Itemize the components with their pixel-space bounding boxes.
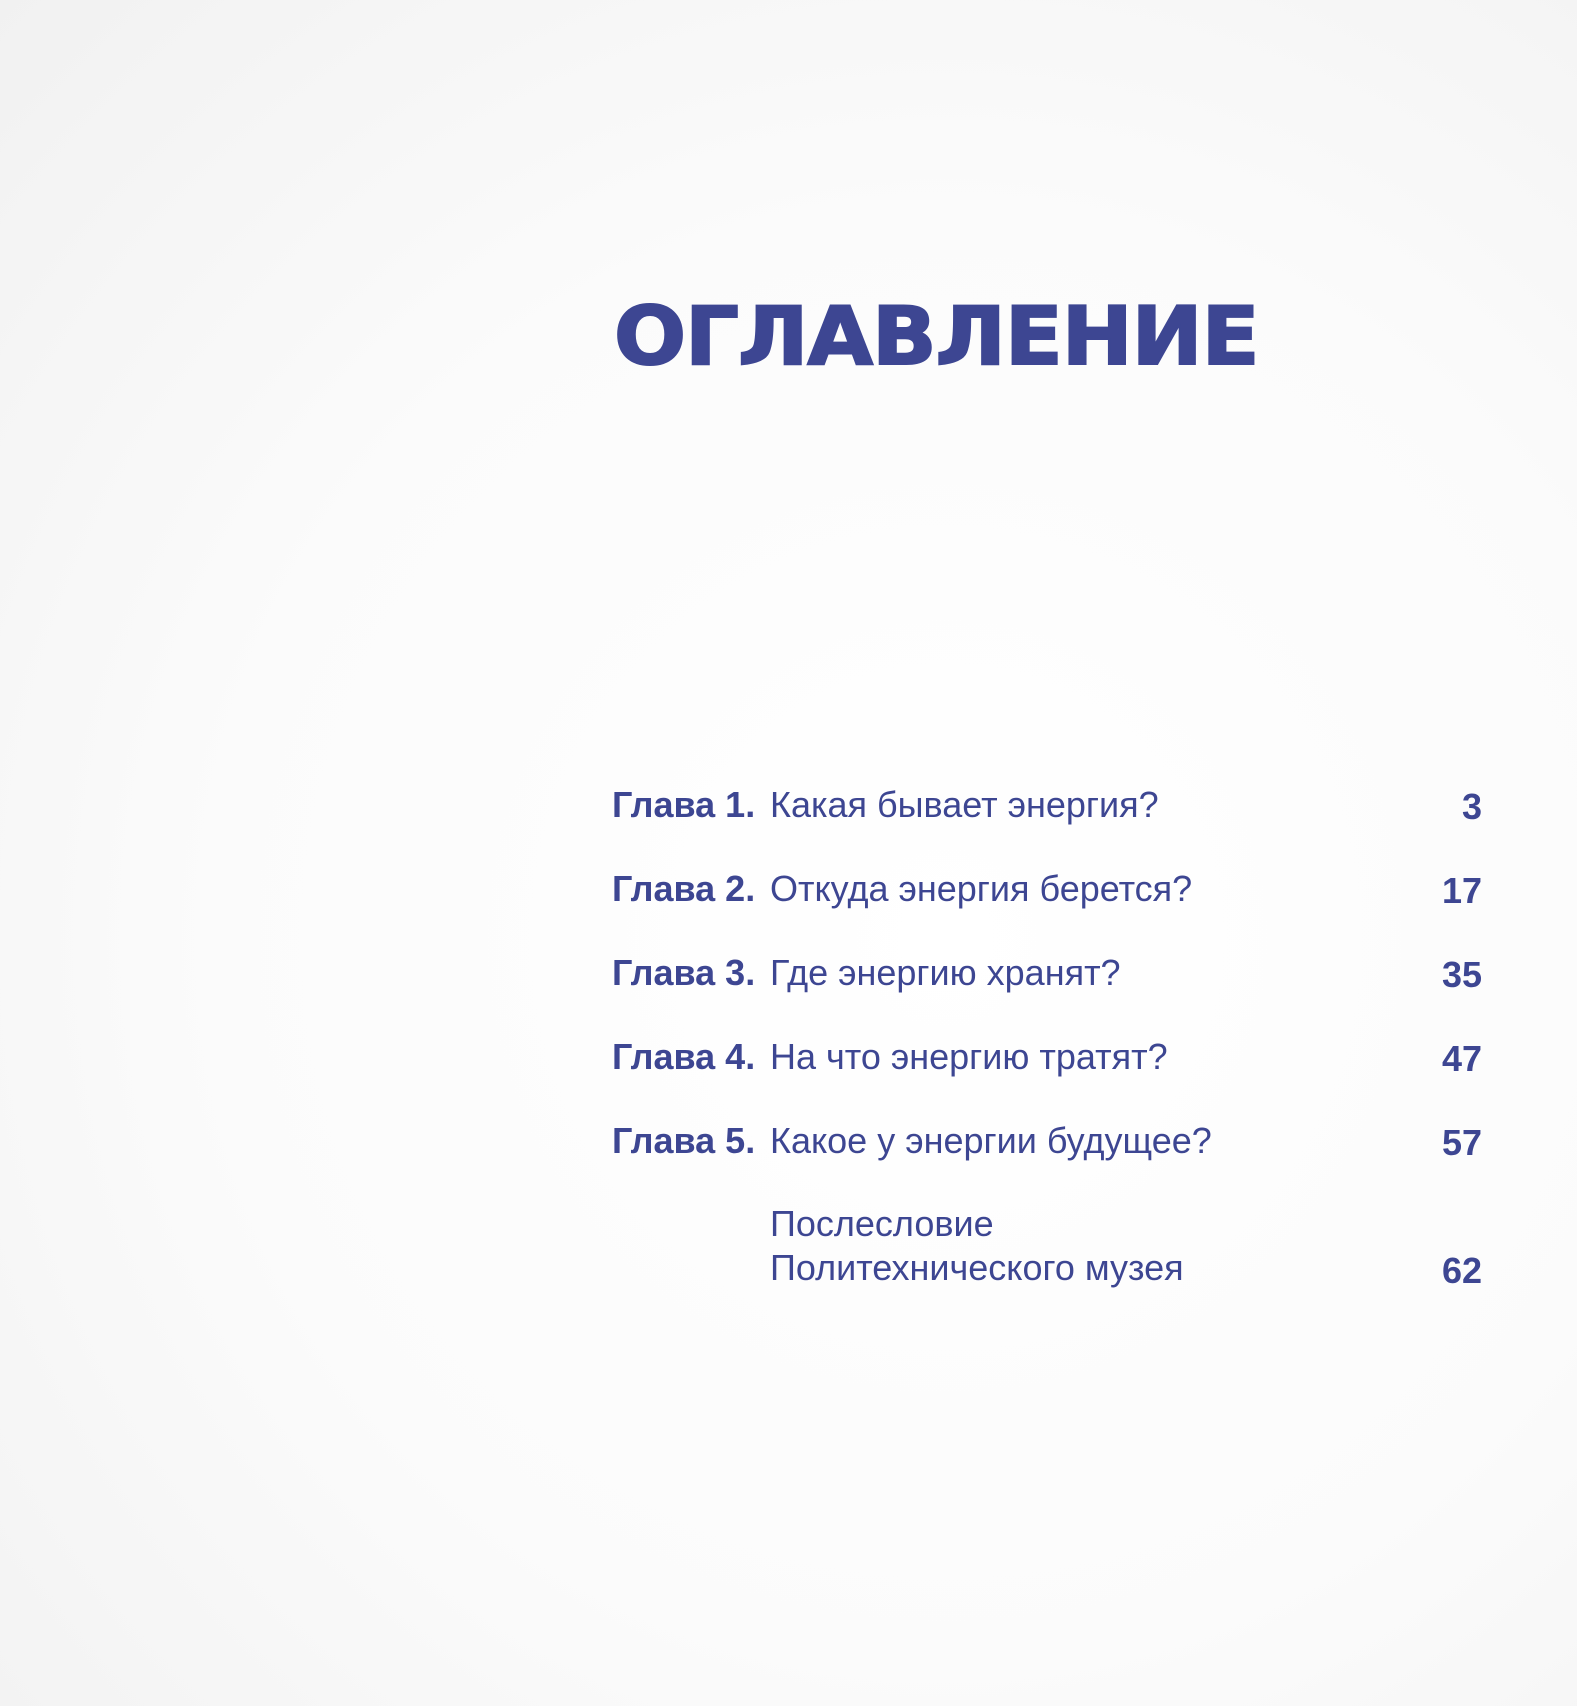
page-number: 57 — [1441, 1122, 1482, 1163]
chapter-number: Глава 5. — [612, 1120, 756, 1161]
chapter-title: Откуда энергия берется? — [770, 868, 1193, 909]
chapter-title: На что энергию тратят? — [770, 1036, 1168, 1077]
chapter-number: Глава 2. — [612, 868, 756, 909]
toc-entry-chapter-4[interactable] — [612, 1032, 1482, 1116]
page-number: 47 — [1441, 1038, 1482, 1079]
afterword-title — [770, 1202, 1184, 1290]
chapter-title: Какое у энергии будущее? — [770, 1120, 1212, 1161]
chapter-number: Глава 4. — [612, 1036, 756, 1077]
chapter-title: Какая бывает энергия? — [770, 784, 1159, 825]
toc-entry-chapter-3[interactable] — [612, 948, 1482, 1032]
chapter-title: Где энергию хранят? — [770, 952, 1121, 993]
toc-entry-chapter-1[interactable] — [612, 780, 1482, 864]
table-of-contents — [612, 780, 1482, 1302]
toc-entry-afterword[interactable] — [612, 1202, 1482, 1302]
chapter-number: Глава 1. — [612, 784, 756, 825]
toc-entry-chapter-5[interactable] — [612, 1116, 1482, 1200]
afterword-title-line-1: Послесловие — [770, 1203, 994, 1244]
page-title: ОГЛАВЛЕНИЕ — [614, 290, 1259, 383]
toc-entry-chapter-2[interactable] — [612, 864, 1482, 948]
chapter-number: Глава 3. — [612, 952, 756, 993]
page-number: 17 — [1441, 870, 1482, 911]
page-number: 3 — [1461, 786, 1482, 827]
page-number: 62 — [1441, 1250, 1482, 1291]
page-number: 35 — [1441, 954, 1482, 995]
afterword-title-line-2: Политехнического музея — [770, 1247, 1184, 1288]
